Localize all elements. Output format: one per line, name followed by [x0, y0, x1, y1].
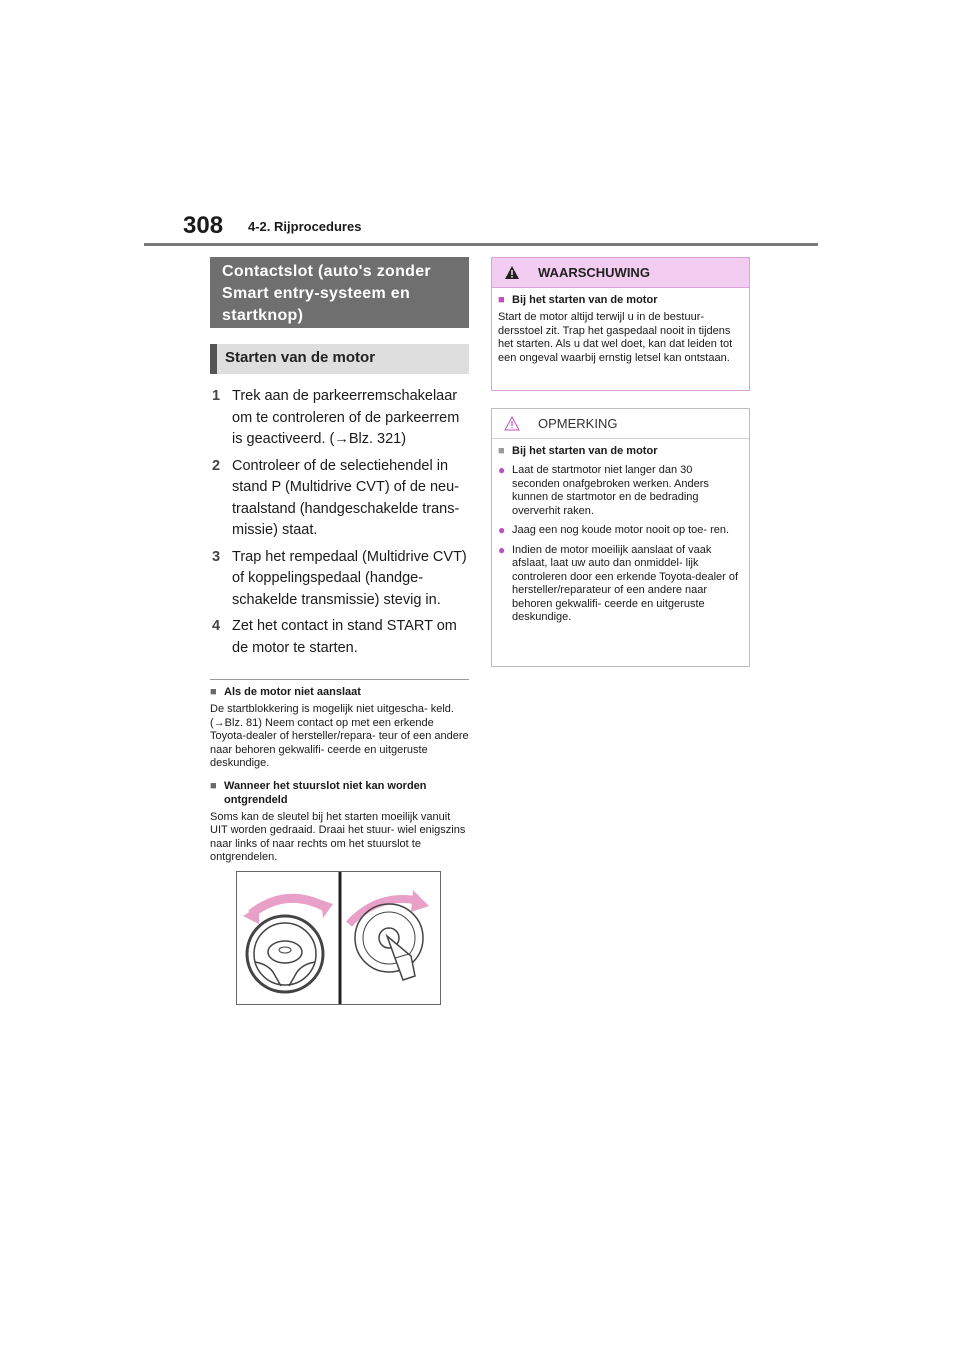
step-item	[210, 456, 469, 542]
step-text: Trek aan de parkeerremschakelaar om te controleren of de parkeerrem is geactiveerd. (→Blz. 321)	[232, 388, 460, 447]
step-text: Controleer of de selectiehendel in stand P (Multidrive CVT) of de neu- traalstand (handgeschakelde trans- missie) staat.	[232, 457, 460, 538]
square-bullet-icon: ■	[210, 686, 217, 698]
warning-label: WAARSCHUWING	[538, 265, 650, 280]
warning-subheading-text: Bij het starten van de motor	[512, 294, 658, 306]
notice-subheading-text: Bij het starten van de motor	[512, 445, 658, 457]
warning-subheading	[498, 293, 743, 307]
square-bullet-icon: ■	[210, 779, 217, 792]
notice-header	[492, 409, 749, 439]
warning-box	[491, 257, 750, 391]
step-item	[210, 547, 469, 612]
notice-box	[491, 408, 750, 667]
page-number: 308	[183, 212, 224, 239]
square-bullet-icon: ■	[498, 445, 505, 457]
main-heading: Contactslot (auto's zonder Smart entry-systeem en startknop)	[210, 257, 469, 328]
step-number: 4	[212, 618, 221, 634]
bullet-text: Laat de startmotor niet langer dan 30 seconden onafgebroken werken. Anders kunnen de startmotor en de bedrading oververhit raken.	[512, 464, 709, 517]
ignition-key-icon	[349, 890, 429, 980]
warning-text: Start de motor altijd terwijl u in de bestuur- dersstoel zit. Trap het gaspedaal nooit in tijdens het starten. Als u dat wel doet, kan dat leiden tot een ongeval waarbij ernstig letsel kan ontstaan.	[498, 311, 733, 364]
step-text: Trap het rempedaal (Multidrive CVT) of koppelingspedaal (handge- schakelde transmissie) stevig in.	[232, 548, 467, 608]
section-title: 4-2. Rijprocedures	[248, 219, 362, 234]
header-rule	[144, 243, 818, 246]
round-bullet-icon: ●	[498, 523, 506, 537]
steering-lock-illustration-svg	[237, 872, 440, 1004]
note-body: De startblokkering is mogelijk niet uitgescha- keld. (→Blz. 81) Neem contact op met een erkende Toyota-dealer of hersteller/repara- teur of een andere naar behoren gekwalifi- ceerde en uitgeruste deskundige.	[210, 703, 469, 769]
notice-subheading	[498, 444, 743, 458]
step-number: 1	[212, 388, 221, 404]
note-title	[210, 779, 469, 807]
step-item	[210, 386, 469, 451]
notice-content	[492, 439, 749, 625]
caution-triangle-icon	[504, 416, 520, 431]
bullet-text: Indien de motor moeilijk aanslaat of vaak afslaat, laat uw auto dan onmiddel- lijk controleren door een erkende Toyota-dealer of hersteller/reparateur of een andere naar behoren gekwalifi- ceerde en uitgeruste deskundige.	[512, 543, 739, 623]
left-column	[210, 257, 469, 873]
sub-heading: Starten van de motor	[210, 344, 469, 374]
right-column	[491, 257, 750, 667]
steering-wheel-icon	[243, 898, 333, 992]
square-bullet-icon: ■	[498, 294, 505, 306]
step-number: 2	[212, 457, 221, 474]
warning-content	[492, 288, 749, 365]
step-text: Zet het contact in stand START om de motor te starten.	[232, 618, 457, 656]
note-body: Soms kan de sleutel bij het starten moeilijk vanuit UIT worden gedraaid. Draai het stuur- wiel enigszins naar links of naar rechts om het stuurslot te ontgrendelen.	[210, 810, 466, 863]
note-title	[210, 685, 469, 699]
note-title-text: Wanneer het stuurslot niet kan worden ontgrendeld	[224, 779, 427, 806]
warning-header	[492, 258, 749, 288]
list-item	[498, 544, 743, 625]
steering-lock-illustration	[236, 871, 441, 1005]
step-number: 3	[212, 548, 221, 565]
bullet-text: Jaag een nog koude motor nooit op toe- ren.	[512, 524, 730, 536]
list-item	[498, 524, 743, 538]
round-bullet-icon: ●	[498, 542, 506, 557]
warning-triangle-icon	[504, 265, 520, 280]
divider	[210, 679, 469, 680]
round-bullet-icon: ●	[498, 463, 506, 477]
notice-label: OPMERKING	[538, 416, 618, 431]
step-list	[210, 386, 469, 659]
note-title-text: Als de motor niet aanslaat	[224, 686, 361, 698]
list-item	[498, 464, 743, 518]
step-item	[210, 616, 469, 659]
